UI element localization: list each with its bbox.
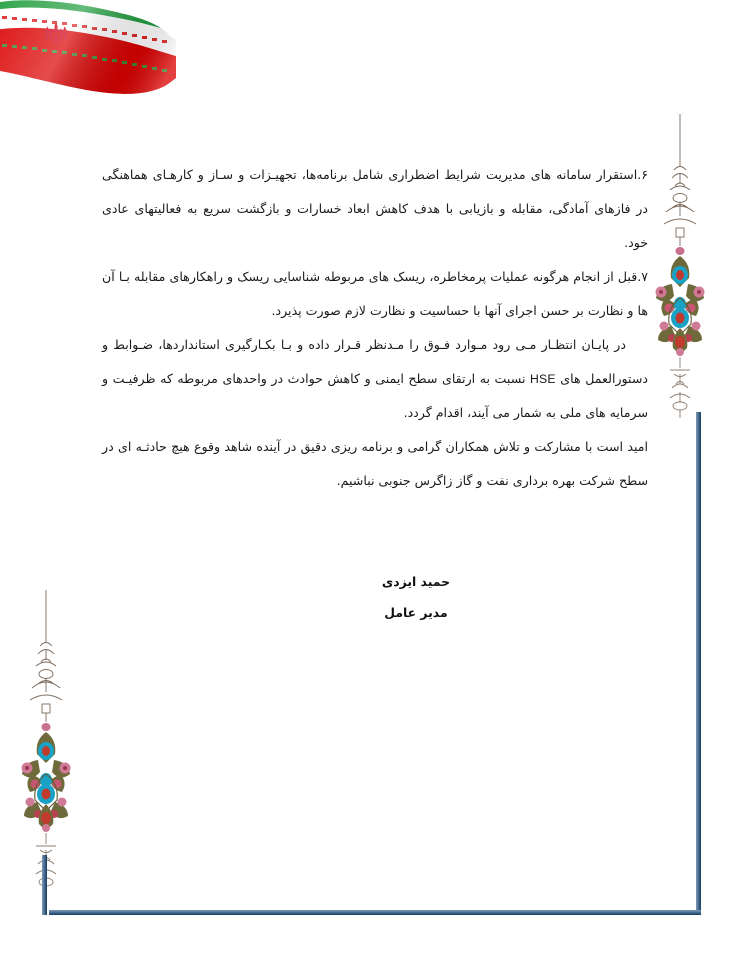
paragraph-closing-expectation bbox=[102, 328, 648, 430]
paragraph-closing-hope: امید است با مشارکت و تلاش همکاران گرامی و برنامه ریزی دقیق در آینده شاهد وقوع هیچ حادثـه ای در سطح شرکت بهره برداری نفت و گاز زاگرس جنوبی نباشیم. bbox=[102, 439, 648, 488]
signatory-name: حمید ایزدی bbox=[381, 574, 450, 589]
signatory-title: مدیر عامل bbox=[384, 605, 448, 620]
signature-block bbox=[382, 566, 450, 628]
border-rule-bottom bbox=[49, 910, 701, 915]
border-rule-left bbox=[42, 855, 47, 915]
hse-acronym: HSE bbox=[530, 372, 556, 386]
iran-flag-image bbox=[0, 0, 176, 96]
paragraph-item-6: ۶.استقرار سامانه های مدیریت شرایط اضطراری شامل برنامه‌ها، تجهیـزات و سـاز و کارهـای هماهنگی در فازهای آمادگی، مقابله و بازیابی با هدف کاهش ابعاد خسارات و بازگشت سریع به فعالیتهای عادی خود. bbox=[102, 167, 648, 250]
paragraph-item-7: ۷.قبل از انجام هرگونه عملیات پرمخاطره، ریسک های مربوطه شناسایی ریسک و راهکارهای مقابله بـا آن ها و نظارت بر حسن اجرای آنها با حساسیت و نظارت لازم صورت پذیرد. bbox=[102, 269, 648, 318]
persian-floral-ornament-top-right bbox=[652, 112, 708, 422]
closing-expectation-text-a: در پایـان انتظـار مـی رود مـوارد فـوق را مـدنظر قـرار داده و بـا بکـارگیری استانداردها، ضـوابط و دستورالعمل های bbox=[102, 337, 648, 386]
persian-floral-ornament-bottom-left bbox=[18, 588, 74, 898]
closing-expectation-text-b: نسبت به ارتقای سطح ایمنی و کاهش حوادث در واحدهای مربوطه که ظرفیـت و سرمایه های ملی به شمار می آیند، اقدام گردد. bbox=[102, 371, 648, 420]
letter-body bbox=[102, 158, 648, 498]
border-rule-right bbox=[696, 412, 701, 912]
